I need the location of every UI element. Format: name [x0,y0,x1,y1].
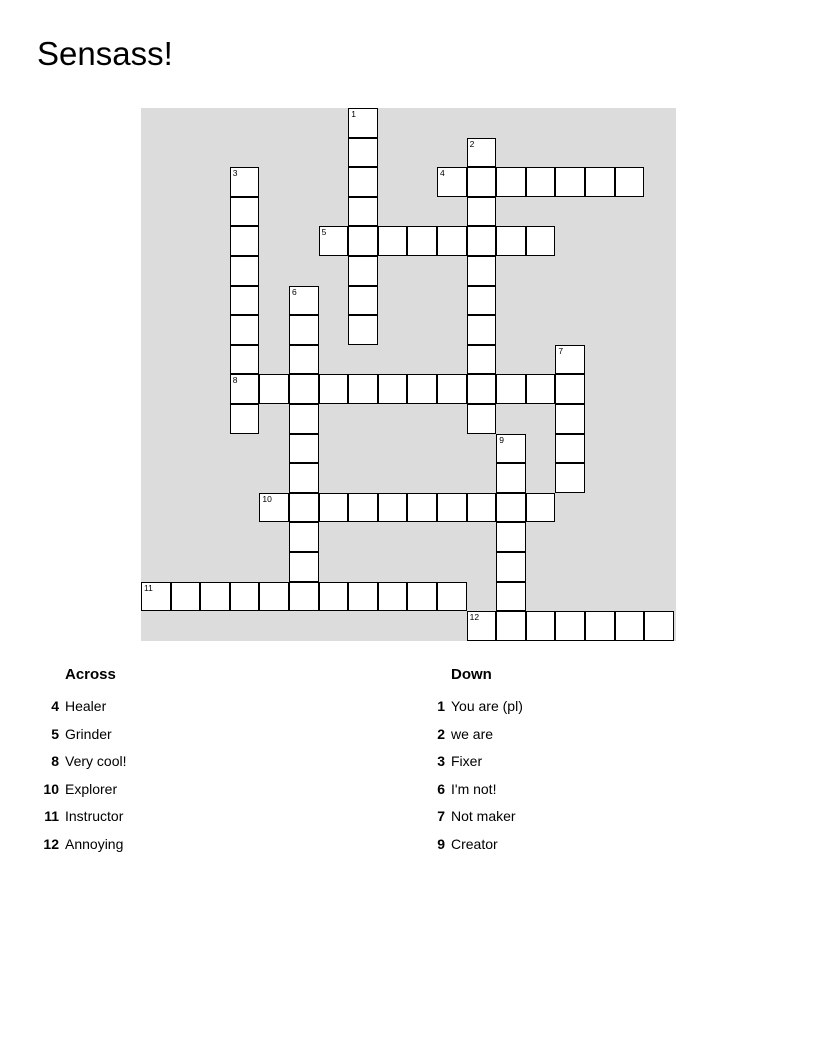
grid-cell[interactable] [407,582,437,612]
grid-cell[interactable] [467,138,497,168]
clue-number: 10 [43,780,59,797]
grid-cell[interactable] [555,434,585,464]
grid-cell[interactable] [348,108,378,138]
grid-cell[interactable] [407,226,437,256]
clue-text: I'm not! [451,780,497,797]
grid-cell[interactable] [289,345,319,375]
grid-cell[interactable] [555,463,585,493]
grid-cell[interactable] [496,463,526,493]
clue-text: Creator [451,835,498,852]
grid-cell[interactable] [348,256,378,286]
grid-cell[interactable] [496,552,526,582]
clue-number: 4 [440,168,445,179]
clue-text: Very cool! [65,753,127,769]
grid-cell[interactable] [585,611,615,641]
grid-cell[interactable] [348,167,378,197]
clue-number: 3 [232,168,238,179]
grid-cell[interactable] [230,374,260,404]
grid-cell[interactable] [230,582,260,612]
grid-cell[interactable] [555,374,585,404]
clue-number: 7 [437,808,445,824]
grid-cell[interactable] [437,493,467,523]
grid-cell[interactable] [585,167,615,197]
grid-cell[interactable] [378,374,408,404]
grid-cell[interactable] [289,493,319,523]
grid-cell[interactable] [230,345,260,375]
grid-cell[interactable] [230,167,260,197]
grid-cell[interactable] [467,167,497,197]
clue-number: 10 [262,493,272,504]
grid-cell[interactable] [171,582,201,612]
grid-cell[interactable] [467,256,497,286]
grid-cell[interactable] [378,582,408,612]
clue-number: 5 [51,725,59,742]
clue-number: 9 [437,835,445,852]
grid-cell[interactable] [496,522,526,552]
grid-cell[interactable] [348,197,378,227]
grid-cell[interactable] [555,345,585,375]
clue-text: Instructor [65,808,124,824]
grid-cell[interactable] [230,404,260,434]
clue-number: 1 [351,109,356,119]
grid-cell[interactable] [644,611,674,641]
grid-cell[interactable] [230,286,260,316]
clue-number: 8 [232,375,238,386]
grid-cell[interactable] [289,522,319,552]
grid-cell[interactable] [555,611,585,641]
grid-cell[interactable] [378,493,408,523]
grid-cell[interactable] [437,226,467,256]
clue-text: Fixer [451,753,483,769]
grid-cell[interactable] [348,582,378,612]
grid-cell[interactable] [259,582,289,612]
clue-number: 2 [437,725,445,742]
crossword-grid [141,108,676,641]
grid-cell[interactable] [496,374,526,404]
grid-cell[interactable] [496,493,526,523]
grid-cell[interactable] [289,582,319,612]
puzzle-title: Sensass! [37,35,173,72]
grid-cell[interactable] [467,197,497,227]
grid-cell[interactable] [526,374,556,404]
grid-cell[interactable] [259,493,289,523]
clue-number: 3 [437,753,445,769]
grid-cell[interactable] [526,611,556,641]
grid-cell[interactable] [526,167,556,197]
clue-number: 1 [437,698,445,714]
grid-cell[interactable] [467,611,497,641]
grid-cell[interactable] [467,315,497,345]
grid-cell[interactable] [200,582,230,612]
clue-text: You are (pl) [451,698,523,714]
grid-cell[interactable] [348,286,378,316]
clue-number: 6 [292,286,297,297]
clue-number: 4 [51,698,59,714]
grid-cell[interactable] [496,434,526,464]
grid-cell[interactable] [407,374,437,404]
grid-cell[interactable] [555,167,585,197]
grid-cell[interactable] [467,286,497,316]
grid-cell[interactable] [289,315,319,345]
grid-cell[interactable] [496,611,526,641]
grid-cell[interactable] [526,226,556,256]
grid-cell[interactable] [467,493,497,523]
grid-cell[interactable] [348,315,378,345]
clue-number: 8 [51,753,59,769]
grid-cell[interactable] [289,552,319,582]
grid-cell[interactable] [348,138,378,168]
grid-cell[interactable] [496,167,526,197]
grid-cell[interactable] [496,582,526,612]
clue-number: 7 [558,345,564,356]
grid-cell[interactable] [348,493,378,523]
clue-text: Healer [65,698,107,714]
grid-cell[interactable] [467,345,497,375]
clue-number: 9 [499,434,504,445]
grid-cell[interactable] [289,374,319,404]
clue-text: Grinder [65,725,112,742]
clue-text: Explorer [65,780,118,797]
grid-cell[interactable] [230,226,260,256]
grid-cell[interactable] [496,226,526,256]
grid-cell[interactable] [407,493,437,523]
grid-cell[interactable] [378,226,408,256]
grid-cell[interactable] [437,374,467,404]
clue-number: 12 [469,612,480,623]
grid-cell[interactable] [289,286,319,316]
across-heading: Across [65,666,116,683]
grid-cell[interactable] [289,463,319,493]
clue-number: 11 [144,582,153,593]
clue-text: Not maker [451,808,516,824]
grid-cell[interactable] [289,434,319,464]
clue-text: Annoying [65,835,124,852]
grid-cell[interactable] [437,582,467,612]
grid-cell[interactable] [348,226,378,256]
grid-cell[interactable] [319,374,349,404]
grid-cell[interactable] [230,315,260,345]
grid-cell[interactable] [230,256,260,286]
grid-cell[interactable] [348,374,378,404]
grid-cell[interactable] [259,374,289,404]
grid-cell[interactable] [526,493,556,523]
grid-cell[interactable] [319,493,349,523]
grid-cell[interactable] [615,167,645,197]
clue-number: 2 [469,138,475,149]
grid-cell[interactable] [437,167,467,197]
grid-cell[interactable] [467,226,497,256]
grid-cell[interactable] [467,404,497,434]
grid-cell[interactable] [615,611,645,641]
grid-cell[interactable] [230,197,260,227]
clue-text: we are [451,725,494,742]
grid-cell[interactable] [289,404,319,434]
clue-number: 11 [44,808,59,824]
grid-cell[interactable] [319,582,349,612]
grid-cell[interactable] [319,226,349,256]
clue-number: 5 [321,227,327,238]
grid-cell[interactable] [141,582,171,612]
clue-number: 6 [437,780,445,797]
grid-cell[interactable] [467,374,497,404]
down-heading: Down [451,666,492,683]
grid-cell[interactable] [555,404,585,434]
clue-number: 12 [43,835,59,852]
